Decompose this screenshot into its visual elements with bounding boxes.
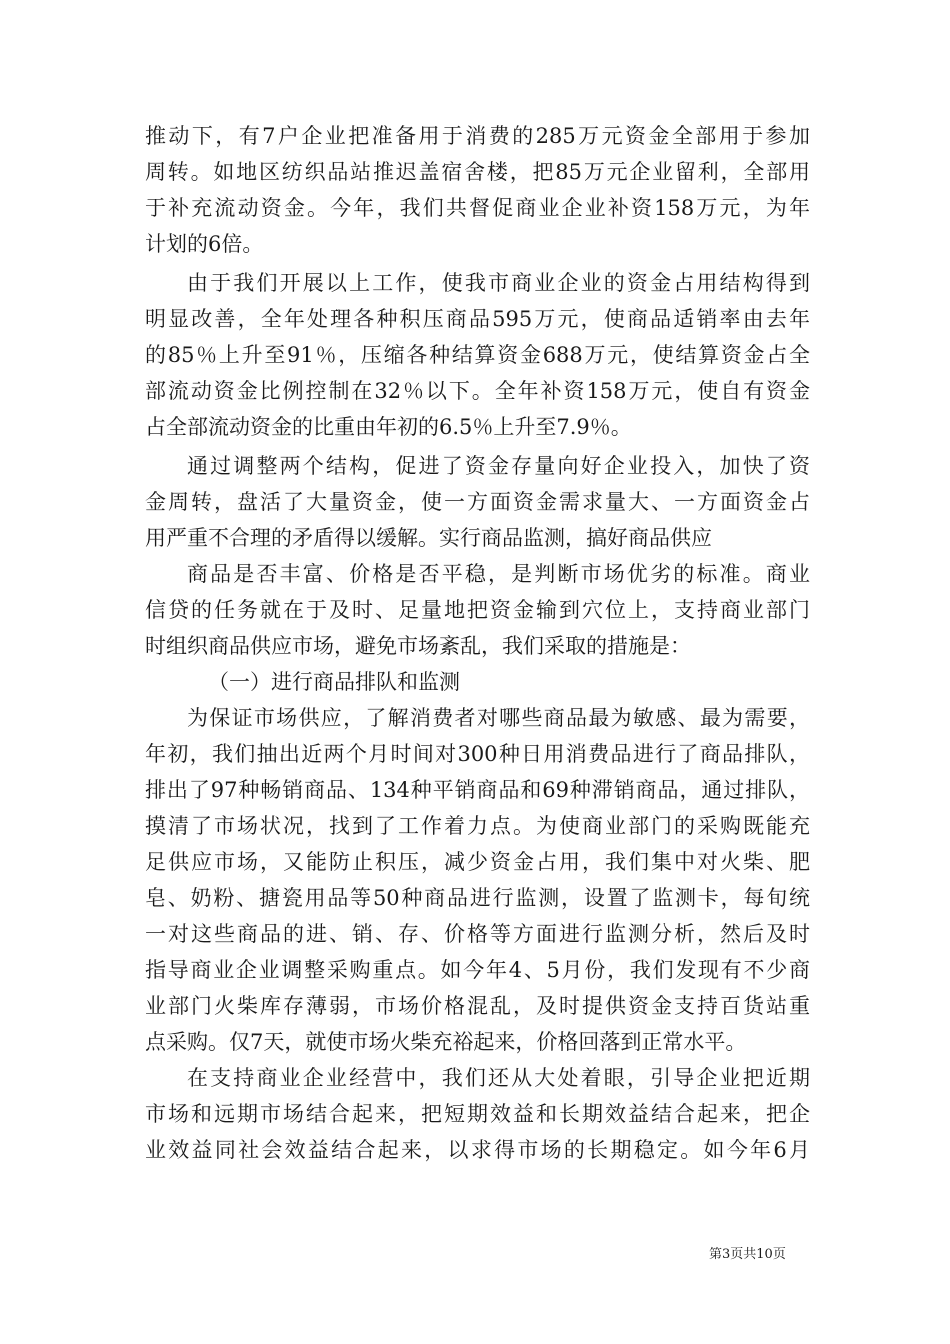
text-line: 时组织商品供应市场，避免市场紊乱，我们采取的措施是： [145, 634, 691, 658]
text-line: 计划的6倍。 [145, 232, 264, 256]
text-line: 排出了97种畅销商品、134种平销商品和69种滞销商品，通过排队， [145, 778, 810, 802]
paragraph-start-line: 为保证市场供应，了解消费者对哪些商品最为敏感、最为需要， [187, 706, 810, 730]
text-line: 部流动资金比例控制在32％以下。全年补资158万元，使自有资金 [145, 379, 810, 403]
text-line: 推动下，有7户企业把准备用于消费的285万元资金全部用于参加 [145, 124, 810, 148]
paragraph-start-line: 通过调整两个结构，促进了资金存量向好企业投入，加快了资 [187, 454, 810, 478]
text-line: 指导商业企业调整采购重点。如今年4、5月份，我们发现有不少商 [145, 958, 810, 982]
text-line: 信贷的任务就在于及时、足量地把资金输到穴位上，支持商业部门 [145, 598, 810, 622]
text-line: 用严重不合理的矛盾得以缓解。实行商品监测，搞好商品供应 [145, 526, 712, 550]
text-line: 皂、奶粉、搪瓷用品等50种商品进行监测，设置了监测卡，每旬统 [145, 886, 810, 910]
text-line: 摸清了市场状况，找到了工作着力点。为使商业部门的采购既能充 [145, 814, 810, 838]
text-line: 周转。如地区纺织品站推迟盖宿舍楼，把85万元企业留利，全部用 [145, 160, 810, 184]
text-line: 明显改善，全年处理各种积压商品595万元，使商品适销率由去年 [145, 307, 810, 331]
page-number: 第3页共10页 [709, 1247, 786, 1262]
text-line: 占全部流动资金的比重由年初的6.5％上升至7.9％。 [145, 415, 632, 439]
paragraph-start-line: 商品是否丰富、价格是否平稳，是判断市场优劣的标准。商业 [187, 562, 810, 586]
text-line: 于补充流动资金。今年，我们共督促商业企业补资158万元，为年 [145, 196, 810, 220]
text-line: 市场和远期市场结合起来，把短期效益和长期效益结合起来，把企 [145, 1102, 810, 1126]
section-heading: （一）进行商品排队和监测 [208, 670, 460, 694]
text-line: 一对这些商品的进、销、存、价格等方面进行监测分析，然后及时 [145, 922, 810, 946]
text-line: 点采购。仅7天，就使市场火柴充裕起来，价格回落到正常水平。 [145, 1030, 747, 1054]
paragraph-start-line: 由于我们开展以上工作，使我市商业企业的资金占用结构得到 [187, 271, 810, 295]
text-line: 的85％上升至91％，压缩各种结算资金688万元，使结算资金占全 [145, 343, 810, 367]
text-line: 年初，我们抽出近两个月时间对300种日用消费品进行了商品排队， [145, 742, 810, 766]
paragraph-start-line: 在支持商业企业经营中，我们还从大处着眼，引导企业把近期 [187, 1066, 810, 1090]
document-body [145, 118, 810, 1168]
text-line: 金周转，盘活了大量资金，使一方面资金需求量大、一方面资金占 [145, 490, 810, 514]
text-line: 业部门火柴库存薄弱，市场价格混乱，及时提供资金支持百货站重 [145, 994, 810, 1018]
text-line: 业效益同社会效益结合起来，以求得市场的长期稳定。如今年6月 [145, 1138, 810, 1162]
text-line: 足供应市场，又能防止积压，减少资金占用，我们集中对火柴、肥 [145, 850, 810, 874]
